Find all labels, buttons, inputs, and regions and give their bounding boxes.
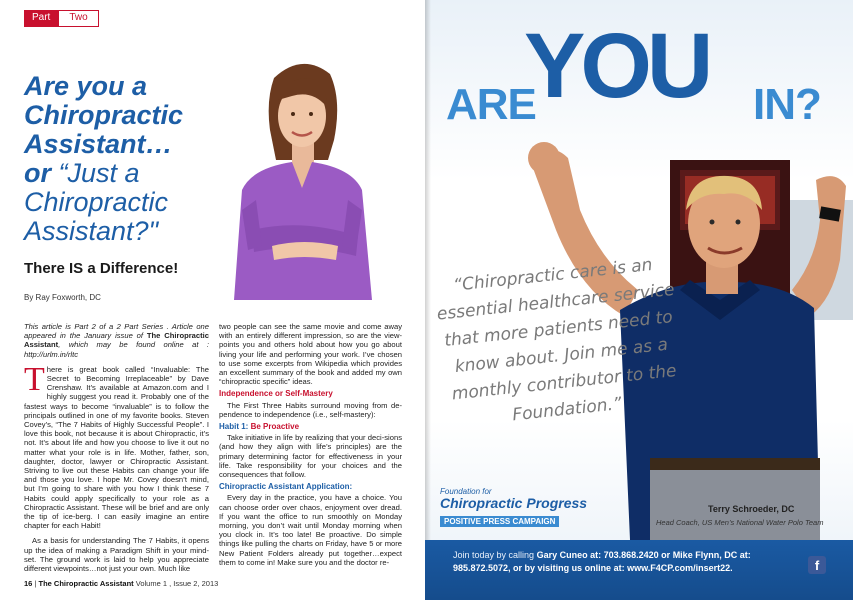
- paragraph-1: [24, 360, 209, 531]
- paragraph-6: Every day in the practice, you have a choice. You can choose order over chaos, enjoyment over dread. If you want the office to run smoothly on Monday morning, you don’t wait until Monday morning when you clock in. It’s too late! Be proactive. Do simple things like pulling the charts on Friday, have 5 or more New Patient Folders already put together…expect them to come in! Make sure you and the doctor re-: [219, 493, 402, 567]
- intro-text-1: This article is Part 2 of a 2 Part Series . Article one appeared in the January issue of: [24, 322, 209, 341]
- title-line-3: Assistant…: [24, 129, 173, 159]
- intro-text-2: , which may be found online at :: [58, 340, 209, 350]
- heading-independence: Independence or Self-Mastery: [219, 389, 333, 399]
- paragraph-3: two people can see the same movie and come away with an entirely different impression, so are the view-points you and others hold about how you go about living your life and performing your work. I’ve chosen to use some excerpts from Wikipedia which provides an excellent summary of the book and added my own “chiropractic specific” ideas.: [219, 322, 402, 387]
- title-line-1: Are you a: [24, 71, 148, 101]
- title-line-6: Assistant?": [24, 216, 159, 246]
- paragraph-4: The First Three Habits surround moving from de-pendence to independence (i.e., self-mastery):: [219, 400, 402, 419]
- drop-cap: T: [24, 360, 45, 398]
- headline-are: ARE: [446, 80, 536, 129]
- cta-text-2: at: 703.868.2420 or: [590, 550, 671, 560]
- title-line-4: [24, 159, 224, 188]
- caption-role: Head Coach, US Men’s National Water Polo Team: [656, 518, 824, 527]
- left-page: [0, 0, 425, 600]
- article-column-1: [24, 322, 209, 576]
- footer-publication: The Chiropractic Assistant: [38, 579, 134, 588]
- page-spine: [425, 0, 431, 600]
- facebook-icon[interactable]: f: [808, 556, 826, 574]
- part-label: Part: [24, 10, 58, 27]
- heading-application: Chiropractic Assistant Application:: [219, 482, 353, 492]
- paragraph-2: As a basis for understanding The 7 Habits, it opens up the idea of making a Paradigm Shift in your mind-set. The ground work is laid to help you appreciate different viewpoints…not just your own. Much like: [24, 536, 209, 574]
- headline-in: IN?: [753, 80, 821, 129]
- f4cp-logo: [440, 487, 620, 529]
- headline-you: YOU: [524, 15, 709, 117]
- testimonial-quote: “Chiropractic care is an essential healthcare service that more patients need to know about. Join me as a monthly contributor to the Foundation.”: [435, 254, 678, 426]
- paragraph-1-text: here is great book called “Invaluable: The Secret to Becoming Irreplaceable” by Dave Crenshaw. It’s available at Amazon.com and I highly suggest you read it. Probably one of the fastest ways to become “invaluable” is to follow the principals outlined in one of my favorite books. Steven Covey’s, “The 7 Habits of Highly Successful People”. I love this book, not because it is about Chiropractic, it’s not. It’s about life and how you choose to live it out no matter what your role is in life. Mother, father, son, daughter, doctor, lawyer or Chiropractic Assistant. Striving to live out these Habits can change your life and those you love. I hope Mr. Covey doesn’t mind, but I’m going to share with you how I think these 7 Habits could apply specifically to your role as a Chiropractic Assistant. These will be brief and are only the tip of ice-berg. I can easily imagine an entire chapter for each Habit!: [24, 364, 209, 531]
- cta-text-3: , DC at: 985.872.5072, or by visiting us online at:: [453, 550, 751, 573]
- title-or: or: [24, 158, 51, 188]
- part-tab: [24, 10, 99, 27]
- byline: By Ray Foxworth, DC: [24, 293, 101, 302]
- title-line-5: Chiropractic: [24, 187, 169, 217]
- article-subtitle: There IS a Difference!: [24, 260, 179, 277]
- intro-note: [24, 322, 209, 359]
- heading-habit-1: [219, 422, 402, 431]
- footer-issue: Volume 1 , Issue 2, 2013: [135, 579, 219, 588]
- cta-text-1: Join today by calling: [453, 550, 535, 560]
- cta-contact-1: Gary Cuneo: [536, 550, 588, 560]
- logo-line-3: POSITIVE PRESS CAMPAIGN: [440, 516, 559, 527]
- cta-url[interactable]: www.F4CP.com/insert22.: [627, 563, 733, 573]
- logo-line-2: Chiropractic Progress: [440, 495, 588, 511]
- cta-contact-2: Mike Flynn: [672, 550, 720, 560]
- article-title: [24, 72, 224, 246]
- title-just-a: “Just a: [58, 158, 140, 188]
- logo-line-1: Foundation for: [440, 487, 492, 496]
- paragraph-5: Take initiative in life by realizing that your deci-sions (and how they align with life’s principles) are the primary determining factor for effectiveness in your life. Take responsibility for your choices and the consequences that follow.: [219, 433, 402, 480]
- caption-name: Terry Schroeder, DC: [708, 504, 795, 514]
- page-number: 16: [24, 579, 33, 588]
- habit-1-prefix: Habit 1:: [219, 422, 249, 432]
- call-to-action-text: [453, 549, 798, 575]
- article-column-2: [219, 322, 402, 570]
- intro-link[interactable]: http://urlm.in/rltc: [24, 349, 79, 359]
- part-number: Two: [58, 10, 98, 27]
- footer-separator: |: [34, 579, 37, 588]
- assistant-photo: [212, 50, 392, 300]
- habit-1-title: Be Proactive: [250, 422, 300, 432]
- title-line-2: Chiropractic: [24, 100, 184, 130]
- page-footer: [24, 579, 218, 588]
- intro-publication: The Chiropractic Assistant: [24, 331, 209, 350]
